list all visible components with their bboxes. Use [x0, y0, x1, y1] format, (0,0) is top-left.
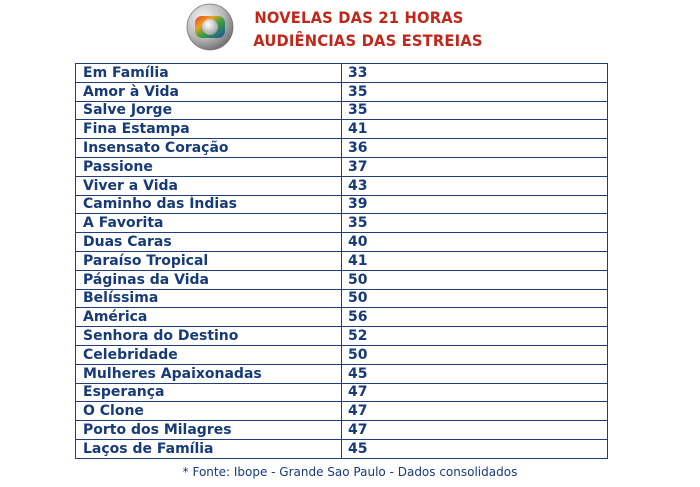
audience-value-cell: 33 — [342, 64, 608, 83]
table-row — [76, 101, 608, 120]
header-title-line1: NOVELAS DAS 21 HORAS — [254, 8, 464, 27]
table-row — [76, 195, 608, 214]
globo-logo-icon — [186, 3, 234, 51]
audience-value-cell: 36 — [342, 139, 608, 158]
audience-value-cell: 47 — [342, 383, 608, 402]
audience-value-cell: 40 — [342, 233, 608, 252]
audience-value-cell: 56 — [342, 308, 608, 327]
table-row — [76, 308, 608, 327]
audience-value-cell: 41 — [342, 120, 608, 139]
novela-name-cell: Paraíso Tropical — [76, 251, 342, 270]
audience-value-cell: 50 — [342, 289, 608, 308]
novela-name-cell: Passione — [76, 157, 342, 176]
novela-name-cell: Salve Jorge — [76, 101, 342, 120]
table-row — [76, 157, 608, 176]
table-row — [76, 327, 608, 346]
audience-value-cell: 47 — [342, 421, 608, 440]
header-title-line2: AUDIÊNCIAS DAS ESTREIAS — [253, 31, 483, 50]
table-row — [76, 120, 608, 139]
novela-name-cell: Laços de Família — [76, 439, 342, 458]
table-row — [76, 345, 608, 364]
novela-name-cell: A Favorita — [76, 214, 342, 233]
audience-value-cell: 37 — [342, 157, 608, 176]
table-row — [76, 82, 608, 101]
table-row — [76, 402, 608, 421]
novela-name-cell: Duas Caras — [76, 233, 342, 252]
audience-value-cell: 50 — [342, 345, 608, 364]
ratings-table — [75, 63, 608, 459]
audience-value-cell: 47 — [342, 402, 608, 421]
table-row — [76, 383, 608, 402]
novela-name-cell: Caminho das Índias — [76, 195, 342, 214]
novela-name-cell: América — [76, 308, 342, 327]
novela-name-cell: Em Família — [76, 64, 342, 83]
table-row — [76, 270, 608, 289]
novela-name-cell: Mulheres Apaixonadas — [76, 364, 342, 383]
novela-name-cell: Senhora do Destino — [76, 327, 342, 346]
audience-value-cell: 52 — [342, 327, 608, 346]
novela-name-cell: Porto dos Milagres — [76, 421, 342, 440]
table-row — [76, 364, 608, 383]
novela-name-cell: Páginas da Vida — [76, 270, 342, 289]
novela-name-cell: Insensato Coração — [76, 139, 342, 158]
audience-value-cell: 35 — [342, 214, 608, 233]
audience-value-cell: 50 — [342, 270, 608, 289]
novela-name-cell: O Clone — [76, 402, 342, 421]
table-row — [76, 439, 608, 458]
audience-value-cell: 35 — [342, 101, 608, 120]
table-row — [76, 139, 608, 158]
audience-value-cell: 39 — [342, 195, 608, 214]
table-row — [76, 421, 608, 440]
audience-value-cell: 35 — [342, 82, 608, 101]
novela-name-cell: Celebridade — [76, 345, 342, 364]
novela-name-cell: Belíssima — [76, 289, 342, 308]
novela-name-cell: Viver a Vida — [76, 176, 342, 195]
source-footnote: * Fonte: Ibope - Grande Sao Paulo - Dados consolidados — [182, 465, 518, 479]
audience-value-cell: 45 — [342, 439, 608, 458]
table-row — [76, 251, 608, 270]
table-row — [76, 214, 608, 233]
table-row — [76, 176, 608, 195]
audience-value-cell: 41 — [342, 251, 608, 270]
table-row — [76, 64, 608, 83]
table-row — [76, 233, 608, 252]
table-row — [76, 289, 608, 308]
novela-name-cell: Amor à Vida — [76, 82, 342, 101]
audience-value-cell: 43 — [342, 176, 608, 195]
novela-name-cell: Esperança — [76, 383, 342, 402]
novela-name-cell: Fina Estampa — [76, 120, 342, 139]
audience-value-cell: 45 — [342, 364, 608, 383]
